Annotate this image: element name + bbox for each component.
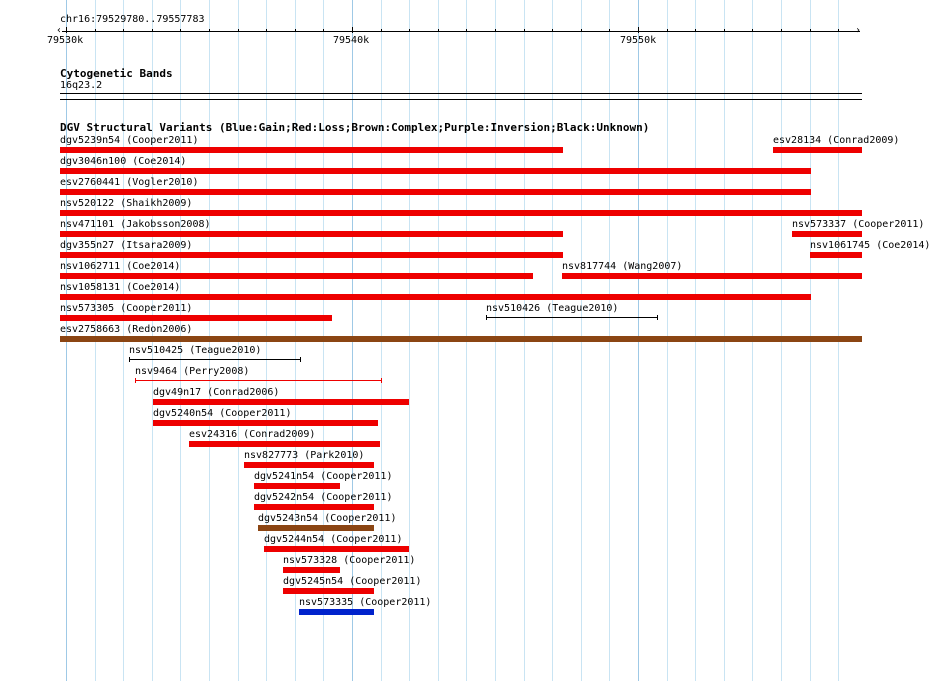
variant-label: dgv5244n54 (Cooper2011)	[264, 534, 403, 545]
variant-bar[interactable]	[810, 252, 862, 258]
variant-bar[interactable]	[60, 231, 563, 237]
ruler-tick	[266, 29, 267, 32]
variant-label: nsv573335 (Cooper2011)	[299, 597, 432, 608]
ruler-tick	[209, 29, 210, 32]
ruler-tick	[438, 29, 439, 32]
variant-bar[interactable]	[60, 147, 563, 153]
variant-line-cap	[300, 357, 301, 362]
variant-bar[interactable]	[60, 168, 811, 174]
variant-bar[interactable]	[264, 546, 409, 552]
variant-line-cap	[135, 378, 136, 383]
variant-bar[interactable]	[189, 441, 380, 447]
ruler-tick	[352, 27, 353, 33]
variant-label: esv28134 (Conrad2009)	[773, 135, 900, 146]
variant-bar[interactable]	[562, 273, 862, 279]
variant-label: nsv471101 (Jakobsson2008)	[60, 219, 211, 230]
ruler-tick	[695, 29, 696, 32]
ruler-tick	[238, 29, 239, 32]
ruler-tick-label: 79530k	[47, 35, 84, 46]
variant-bar[interactable]	[60, 273, 533, 279]
variant-label: dgv3046n100 (Coe2014)	[60, 156, 187, 167]
variant-line[interactable]	[135, 380, 382, 381]
ruler-right-arrow-icon[interactable]: ›	[855, 25, 862, 36]
ruler-tick	[180, 29, 181, 32]
variant-label: esv2758663 (Redon2006)	[60, 324, 193, 335]
variant-label: nsv510426 (Teague2010)	[486, 303, 619, 314]
variant-label: nsv9464 (Perry2008)	[135, 366, 250, 377]
variant-bar[interactable]	[244, 462, 374, 468]
variant-label: nsv520122 (Shaikh2009)	[60, 198, 193, 209]
variant-label: nsv573337 (Cooper2011)	[792, 219, 925, 230]
variant-bar[interactable]	[153, 420, 378, 426]
variant-bar[interactable]	[60, 189, 811, 195]
variant-label: nsv573305 (Cooper2011)	[60, 303, 193, 314]
variant-label: dgv5240n54 (Cooper2011)	[153, 408, 292, 419]
ruler-tick	[323, 29, 324, 32]
variant-bar[interactable]	[60, 294, 811, 300]
variant-bar[interactable]	[153, 399, 409, 405]
locus-label: chr16:79529780..79557783	[60, 14, 205, 25]
ruler-tick	[781, 29, 782, 32]
variant-label: nsv573328 (Cooper2011)	[283, 555, 416, 566]
ruler-tick	[152, 29, 153, 32]
ruler-tick	[95, 29, 96, 32]
variant-bar[interactable]	[773, 147, 862, 153]
variant-bar[interactable]	[258, 525, 374, 531]
variant-bar[interactable]	[60, 336, 862, 342]
variant-bar[interactable]	[254, 504, 374, 510]
variant-bar[interactable]	[254, 483, 340, 489]
ruler-tick	[581, 29, 582, 32]
ruler-tick	[609, 29, 610, 32]
variant-bar[interactable]	[283, 588, 374, 594]
ruler-tick	[409, 29, 410, 32]
variant-bar[interactable]	[60, 315, 332, 321]
ruler-tick	[552, 29, 553, 32]
variant-label: esv2760441 (Vogler2010)	[60, 177, 199, 188]
ruler-tick-label: 79550k	[620, 35, 657, 46]
ruler-tick	[295, 29, 296, 32]
ruler-tick	[123, 29, 124, 32]
variant-label: dgv355n27 (Itsara2009)	[60, 240, 193, 251]
variant-label: dgv5243n54 (Cooper2011)	[258, 513, 397, 524]
variant-line[interactable]	[486, 317, 658, 318]
variant-label: nsv1061745 (Coe2014)	[810, 240, 930, 251]
ruler-tick	[667, 29, 668, 32]
ruler-left-arrow-icon[interactable]: ‹	[56, 25, 63, 36]
cytoband-label: 16q23.2	[60, 80, 103, 91]
variant-label: dgv49n17 (Conrad2006)	[153, 387, 280, 398]
ruler-tick	[66, 27, 67, 33]
variant-label: dgv5245n54 (Cooper2011)	[283, 576, 422, 587]
variant-bar[interactable]	[60, 252, 563, 258]
dgv-track-title: DGV Structural Variants (Blue:Gain;Red:Loss;Brown:Complex;Purple:Inversion;Black:Unknown)	[60, 121, 650, 134]
variant-label: nsv1058131 (Coe2014)	[60, 282, 181, 293]
ruler-line	[62, 31, 860, 32]
variant-label: nsv510425 (Teague2010)	[129, 345, 262, 356]
variant-line[interactable]	[129, 359, 301, 360]
variant-line-cap	[129, 357, 130, 362]
ruler-tick	[381, 29, 382, 32]
ruler-tick	[838, 29, 839, 32]
ruler-tick	[752, 29, 753, 32]
variant-line-cap	[486, 315, 487, 320]
cytoband-border-bottom	[60, 99, 862, 100]
variant-label: dgv5242n54 (Cooper2011)	[254, 492, 393, 503]
ruler-tick	[466, 29, 467, 32]
variant-line-cap	[657, 315, 658, 320]
ruler-tick-label: 79540k	[333, 35, 370, 46]
variant-label: nsv827773 (Park2010)	[244, 450, 365, 461]
variant-label: nsv1062711 (Coe2014)	[60, 261, 181, 272]
cytoband-track-title: Cytogenetic Bands	[60, 67, 173, 80]
variant-label: nsv817744 (Wang2007)	[562, 261, 683, 272]
variant-bar[interactable]	[792, 231, 862, 237]
variant-line-cap	[381, 378, 382, 383]
ruler-tick	[810, 29, 811, 32]
ruler-tick	[724, 29, 725, 32]
cytoband-border-top	[60, 93, 862, 94]
variant-label: esv24316 (Conrad2009)	[189, 429, 316, 440]
ruler-tick	[638, 27, 639, 33]
variant-label: dgv5241n54 (Cooper2011)	[254, 471, 393, 482]
ruler-tick	[495, 29, 496, 32]
variant-label: dgv5239n54 (Cooper2011)	[60, 135, 199, 146]
variant-bar[interactable]	[283, 567, 340, 573]
ruler-tick	[524, 29, 525, 32]
variant-bar[interactable]	[299, 609, 374, 615]
variant-bar[interactable]	[60, 210, 862, 216]
